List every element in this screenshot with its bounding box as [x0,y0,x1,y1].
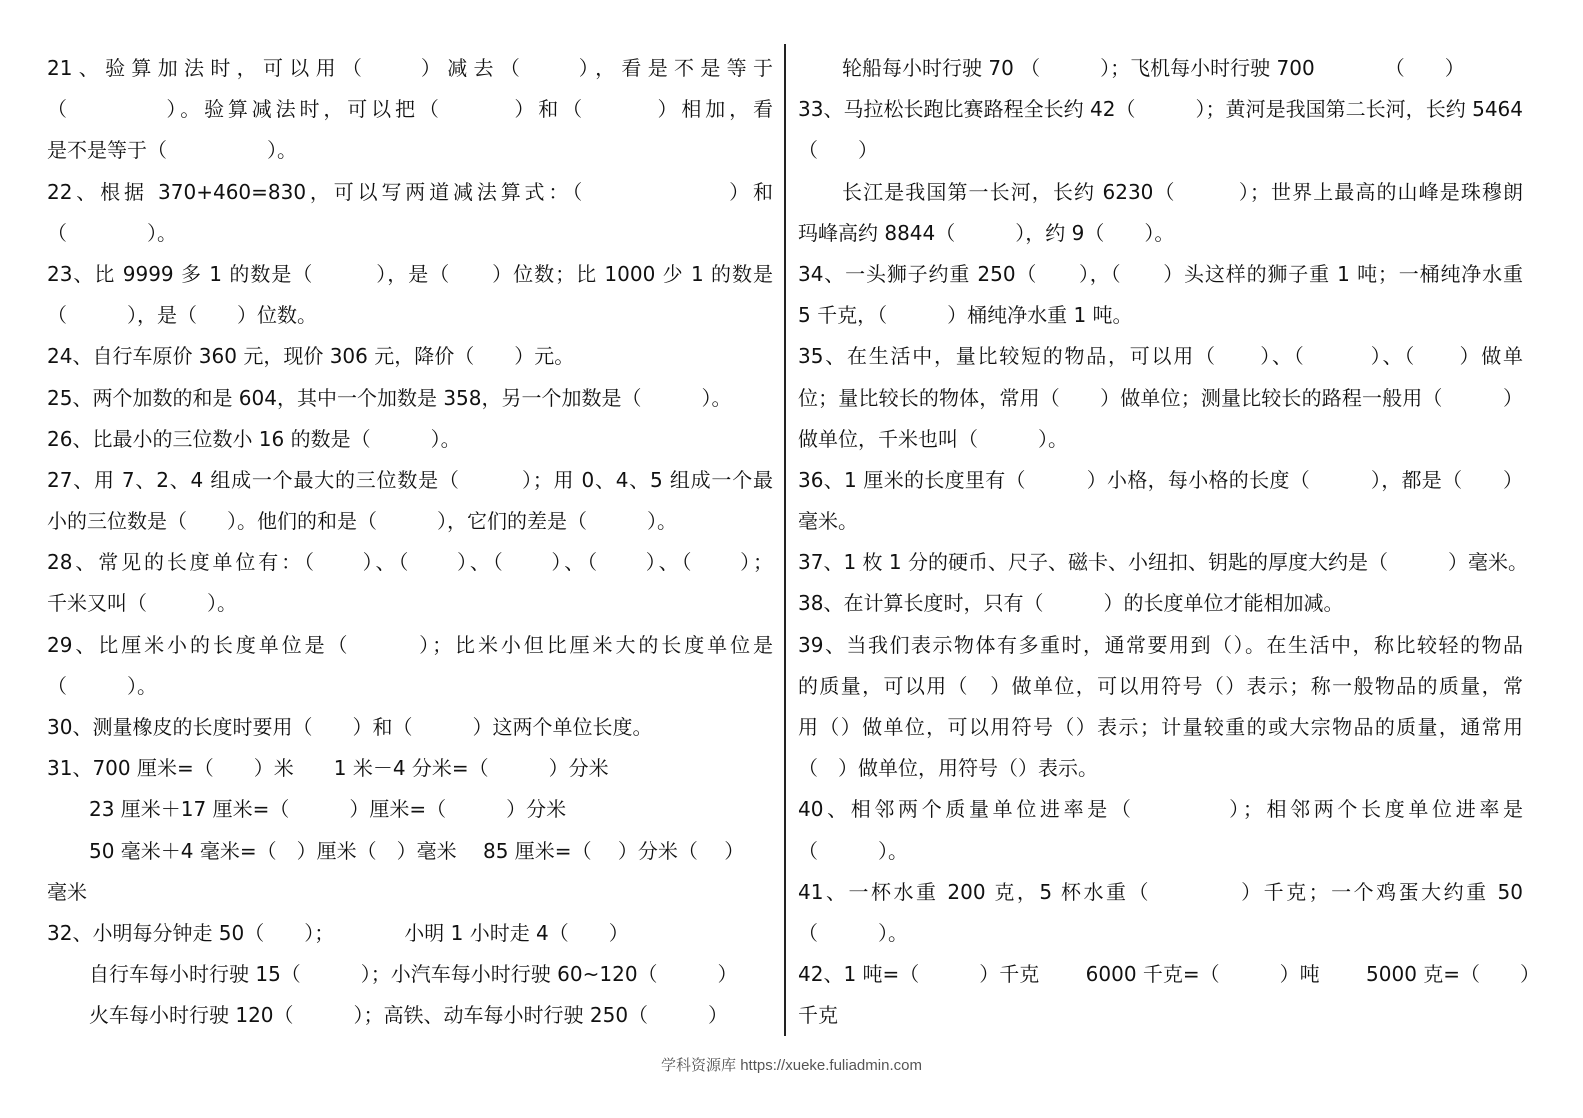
column-divider [784,44,786,1036]
question-line: 玛峰高约 8844（ ），约 9（ ）。 [798,220,1175,245]
question-line: 位；量比较长的物体，常用（ ）做单位；测量比较长的路程一般用（ ） [798,385,1523,410]
question-line: 29、比厘米小的长度单位是（ ）；比米小但比厘米大的长度单位是 [47,632,773,657]
question-line: 35、在生活中，量比较短的物品，可以用（ ）、（ ）、（ ）做单 [798,344,1523,369]
question-line: 23 厘米＋17 厘米=（ ）厘米=（ ）分米 [89,797,567,822]
question-line: 千克 [798,1003,838,1028]
question-line: 24、自行车原价 360 元，现价 306 元，降价（ ）元。 [47,344,575,369]
question-line: 33、马拉松长跑比赛路程全长约 42（ ）；黄河是我国第二长河，长约 5464 [798,97,1523,122]
question-line: （ ）。 [47,673,157,698]
question-line: 是不是等于（ ）。 [47,138,297,163]
question-line: 50 毫米＋4 毫米=（ ）厘米（ ）毫米 85 厘米=（ ）分米（ ） [89,838,745,863]
question-line: 自行车每小时行驶 15（ ）；小汽车每小时行驶 60~120（ ） [89,962,738,987]
question-line: 34、一头狮子约重 250（ ），（ ）头这样的狮子重 1 吨；一桶纯净水重 [798,261,1523,286]
footer-watermark: 学科资源库 https://xueke.fuliadmin.com [661,1057,922,1074]
question-line: 23、比 9999 多 1 的数是（ ），是（ ）位数；比 1000 少 1 的数是 [47,261,773,286]
question-line: 36、1 厘米的长度里有（ ）小格，每小格的长度（ ），都是（ ） [798,467,1523,492]
question-line: 37、1 枚 1 分的硬币、尺子、磁卡、小纽扣、钥匙的厚度大约是（ ）毫米。 [798,550,1528,575]
question-line: 26、比最小的三位数小 16 的数是（ ）。 [47,426,461,451]
left-column [47,48,773,1037]
question-line: （ ）。验算减法时，可以把（ ）和（ ）相加，看 [47,97,773,122]
question-line: 小的三位数是（ ）。他们的和是（ ），它们的差是（ ）。 [47,509,677,534]
question-line: 长江是我国第一长河，长约 6230（ ）；世界上最高的山峰是珠穆朗 [842,179,1523,204]
question-line: 39、当我们表示物体有多重时，通常要用到（）。在生活中，称比较轻的物品 [798,632,1523,657]
question-line: （ ） [798,138,878,163]
question-line: 22、根据 370+460=830，可以写两道减法算式：（ ）和 [47,179,773,204]
question-line: 轮船每小时行驶 70 （ ）；飞机每小时行驶 700 （ ） [842,56,1465,80]
question-line: 27、用 7、2、4 组成一个最大的三位数是（ ）；用 0、4、5 组成一个最 [47,467,773,492]
question-line: 42、1 吨=（ ）千克 6000 千克=（ ）吨 5000 克=（ ） [798,962,1541,987]
question-line: （ ）。 [798,838,908,863]
question-line: 25、两个加数的和是 604，其中一个加数是 358，另一个加数是（ ）。 [47,385,732,410]
question-line: 31、700 厘米=（ ）米 1 米－4 分米=（ ）分米 [47,756,609,781]
question-line: （ ）。 [47,220,177,245]
question-line: 千米又叫（ ）。 [47,591,237,616]
question-line: 做单位，千米也叫（ ）。 [798,426,1068,451]
question-line: （ ），是（ ）位数。 [47,303,317,328]
question-line: 32、小明每分钟走 50（ ）； 小明 1 小时走 4（ ） [47,920,629,945]
question-line: （ ）做单位，用符号（）表示。 [798,756,1098,781]
question-line: 38、在计算长度时，只有（ ）的长度单位才能相加减。 [798,591,1344,616]
right-column [798,48,1541,1037]
question-line: 的质量，可以用（ ）做单位，可以用符号（）表示；称一般物品的质量，常 [798,673,1523,698]
question-line: 28、常见的长度单位有：（ ）、（ ）、（ ）、（ ）、（ ）； [47,550,773,575]
question-line: （ ）。 [798,920,908,945]
question-line: 毫米 [47,879,87,904]
question-line: 21、验算加法时，可以用（ ）减去（ ），看是不是等于 [47,56,773,80]
question-line: 毫米。 [798,509,858,534]
question-line: 40、相邻两个质量单位进率是（ ）；相邻两个长度单位进率是 [798,797,1523,822]
question-line: 火车每小时行驶 120（ ）；高铁、动车每小时行驶 250（ ） [89,1003,729,1028]
question-line: 用（）做单位，可以用符号（）表示；计量较重的或大宗物品的质量，通常用 [798,715,1523,739]
question-line: 5 千克，（ ）桶纯净水重 1 吨。 [798,303,1133,328]
question-line: 30、测量橡皮的长度时要用（ ）和（ ）这两个单位长度。 [47,715,653,739]
question-line: 41、一杯水重 200 克，5 杯水重（ ）千克；一个鸡蛋大约重 50 [798,879,1523,904]
